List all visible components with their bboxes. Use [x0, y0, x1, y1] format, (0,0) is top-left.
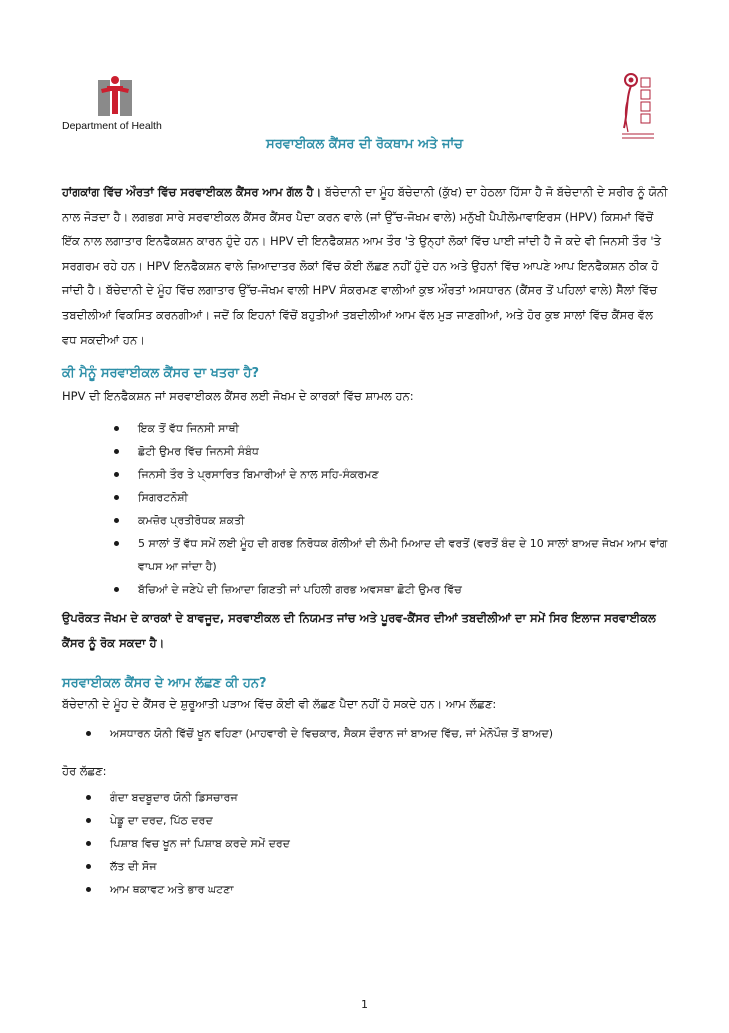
department-of-health-emblem-icon	[98, 74, 132, 116]
bullet-icon	[86, 795, 91, 800]
bullet-icon	[114, 518, 119, 523]
cervical-screening-emblem-icon	[618, 72, 658, 142]
list-item: ਪੇਡੂ ਦਾ ਦਰਦ, ਪਿੱਠ ਦਰਦ	[110, 809, 630, 832]
list-item: ਗੰਦਾ ਬਦਬੂਦਾਰ ਯੋਨੀ ਡਿਸਚਾਰਜ	[110, 786, 630, 809]
bullet-icon	[114, 495, 119, 500]
intro-lead: ਹਾਂਗਕਾਂਗ ਵਿੱਚ ਔਰਤਾਂ ਵਿੱਚ ਸਰਵਾਈਕਲ ਕੈਂਸਰ ਆਮ ਗੱਲ ਹੈ।	[62, 185, 322, 199]
bullet-icon	[114, 472, 119, 477]
list-item: ਆਮ ਥਕਾਵਟ ਅਤੇ ਭਾਰ ਘਟਣਾ	[110, 878, 630, 901]
bullet-icon	[114, 541, 119, 546]
bullet-icon	[86, 731, 91, 736]
risk-closing-paragraph: ਉਪਰੋਕਤ ਜੋਖਮ ਦੇ ਕਾਰਕਾਂ ਦੇ ਬਾਵਜੂਦ, ਸਰਵਾਈਕਲ ਦੀ ਨਿਯਮਤ ਜਾਂਚ ਅਤੇ ਪੂਰਵ-ਕੈਂਸਰ ਦੀਆਂ ਤਬਦੀਲੀਆਂ ਦਾ ਸਮੇਂ ਸਿਰ ਇਲਾਜ ਸਰਵਾਈਕਲ ਕੈਂਸਰ ਨੂੰ ਰੋਕ ਸਕਦਾ ਹੈ।	[62, 611, 656, 650]
bullet-icon	[114, 449, 119, 454]
other-symptom-list	[110, 786, 630, 901]
list-item: ਛੋਟੀ ਉਮਰ ਵਿੱਚ ਜਿਨਸੀ ਸੰਬੰਧ	[138, 440, 668, 463]
list-item: ਕਮਜ਼ੋਰ ਪ੍ਰਤੀਰੋਧਕ ਸ਼ਕਤੀ	[138, 509, 668, 532]
risk-intro: HPV ਦੀ ਇਨਫੈਕਸ਼ਨ ਜਾਂ ਸਰਵਾਈਕਲ ਕੈਂਸਰ ਲਈ ਜੋਖਮ ਦੇ ਕਾਰਕਾਂ ਵਿੱਚ ਸ਼ਾਮਲ ਹਨ:	[62, 389, 414, 403]
list-item: ਜਿਨਸੀ ਤੌਰ ਤੇ ਪ੍ਰਸਾਰਿਤ ਬਿਮਾਰੀਆਂ ਦੇ ਨਾਲ ਸਹਿ-ਸੰਕਰਮਣ	[138, 463, 668, 486]
cervical-screening-logo	[618, 72, 658, 142]
list-item: ਪਿਸ਼ਾਬ ਵਿਚ ਖੂਨ ਜਾਂ ਪਿਸ਼ਾਬ ਕਰਦੇ ਸਮੇਂ ਦਰਦ	[110, 832, 630, 855]
list-item: ਸਿਗਰਟਨੋਸ਼ੀ	[138, 486, 668, 509]
intro-body: ਬੱਚੇਦਾਨੀ ਦਾ ਮੂੰਹ ਬੱਚੇਦਾਨੀ (ਕੁੱਖ) ਦਾ ਹੇਠਲਾ ਹਿੱਸਾ ਹੈ ਜੋ ਬੱਚੇਦਾਨੀ ਦੇ ਸਰੀਰ ਨੂੰ ਯੋਨੀ ਨਾਲ ਜੋੜਦਾ ਹੈ। ਲਗਭਗ ਸਾਰੇ ਸਰਵਾਈਕਲ ਕੈਂਸਰ ਕੈਂਸਰ ਪੈਦਾ ਕਰਨ ਵਾਲੇ (ਜਾਂ ਉੱਚ-ਜੋਖਮ ਵਾਲੇ) ਮਨੁੱਖੀ ਪੈਪੀਲੋਮਾਵਾਇਰਸ (HPV) ਕਿਸਮਾਂ ਵਿੱਚੋਂ ਇੱਕ ਨਾਲ ਲਗਾਤਾਰ ਇਨਫੈਕਸ਼ਨ ਕਾਰਨ ਹੁੰਦੇ ਹਨ। HPV ਦੀ ਇਨਫੈਕਸ਼ਨ ਆਮ ਤੌਰ 'ਤੇ ਉਨ੍ਹਾਂ ਲੋਕਾਂ ਵਿੱਚ ਪਾਈ ਜਾਂਦੀ ਹੈ ਜੋ ਕਦੇ ਵੀ ਜਿਨਸੀ ਤੌਰ 'ਤੇ ਸਰਗਰਮ ਰਹੇ ਹਨ। HPV ਇਨਫੈਕਸ਼ਨ ਵਾਲੇ ਜ਼ਿਆਦਾਤਰ ਲੋਕਾਂ ਵਿੱਚ ਕੋਈ ਲੱਛਣ ਨਹੀਂ ਹੁੰਦੇ ਹਨ ਅਤੇ ਉਹਨਾਂ ਵਿੱਚ ਆਪਣੇ ਆਪ ਇਨਫੈਕਸ਼ਨ ਠੀਕ ਹੋ ਜਾਂਦੀ ਹੈ। ਬੱਚੇਦਾਨੀ ਦੇ ਮੂੰਹ ਵਿੱਚ ਲਗਾਤਾਰ ਉੱਚ-ਜੋਖਮ ਵਾਲੀ HPV ਸੰਕਰਮਣ ਵਾਲੀਆਂ ਕੁਝ ਔਰਤਾਂ ਅਸਧਾਰਨ (ਕੈਂਸਰ ਤੋਂ ਪਹਿਲਾਂ ਵਾਲੇ) ਸੈੱਲਾਂ ਵਿੱਚ ਤਬਦੀਲੀਆਂ ਵਿਕਸਿਤ ਕਰਨਗੀਆਂ। ਜਦੋਂ ਕਿ ਇਹਨਾਂ ਵਿੱਚੋਂ ਬਹੁਤੀਆਂ ਤਬਦੀਲੀਆਂ ਆਮ ਵੱਲ ਮੁੜ ਜਾਣਗੀਆਂ, ਅਤੇ ਹੋਰ ਕੁਝ ਸਾਲਾਂ ਵਿੱਚ ਕੈਂਸਰ ਵੱਲ ਵਧ ਸਕਦੀਆਂ ਹਨ।	[62, 185, 668, 347]
list-item: ਇਕ ਤੋਂ ਵੱਧ ਜਿਨਸੀ ਸਾਥੀ	[138, 417, 668, 440]
bullet-icon	[86, 841, 91, 846]
bullet-icon	[86, 864, 91, 869]
intro-paragraph	[62, 180, 668, 352]
other-symptoms-label: ਹੋਰ ਲੱਛਣ:	[62, 764, 107, 778]
page-title: ਸਰਵਾਈਕਲ ਕੈਂਸਰ ਦੀ ਰੋਕਥਾਮ ਅਤੇ ਜਾਂਚ	[266, 137, 463, 152]
page-number: 1	[361, 998, 368, 1011]
list-item: ਅਸਧਾਰਨ ਯੋਨੀ ਵਿੱਚੋਂ ਖੂਨ ਵਹਿਣਾ (ਮਾਹਵਾਰੀ ਦੇ ਵਿਚਕਾਰ, ਸੈਕਸ ਦੌਰਾਨ ਜਾਂ ਬਾਅਦ ਵਿੱਚ, ਜਾਂ ਮੇਨੋਪੌਜ਼ ਤੋਂ ਬਾਅਦ)	[110, 722, 670, 745]
department-label: Department of Health	[62, 120, 162, 132]
symptoms-intro: ਬੱਚੇਦਾਨੀ ਦੇ ਮੂੰਹ ਦੇ ਕੈਂਸਰ ਦੇ ਸ਼ੁਰੂਆਤੀ ਪੜਾਅ ਵਿੱਚ ਕੋਈ ਵੀ ਲੱਛਣ ਪੈਦਾ ਨਹੀਂ ਹੋ ਸਕਦੇ ਹਨ। ਆਮ ਲੱਛਣ:	[62, 697, 497, 711]
bullet-icon	[86, 818, 91, 823]
list-item: 5 ਸਾਲਾਂ ਤੋਂ ਵੱਧ ਸਮੇਂ ਲਈ ਮੂੰਹ ਦੀ ਗਰਭ ਨਿਰੋਧਕ ਗੋਲੀਆਂ ਦੀ ਲੰਮੀ ਮਿਆਦ ਦੀ ਵਰਤੋਂ (ਵਰਤੋਂ ਬੰਦ ਦੇ 10 ਸਾਲਾਂ ਬਾਅਦ ਜੋਖਮ ਆਮ ਵਾਂਗ ਵਾਪਸ ਆ ਜਾਂਦਾ ਹੈ)	[138, 532, 668, 578]
bullet-icon	[114, 426, 119, 431]
risk-factor-list	[138, 417, 668, 601]
list-item: ਲੱਤ ਦੀ ਸੋਜ	[110, 855, 630, 878]
bullet-icon	[114, 587, 119, 592]
bullet-icon	[86, 887, 91, 892]
risk-heading: ਕੀ ਮੈਨੂੰ ਸਰਵਾਈਕਲ ਕੈਂਸਰ ਦਾ ਖਤਰਾ ਹੈ?	[62, 366, 260, 381]
common-symptom-list	[110, 722, 670, 745]
department-of-health-logo	[62, 74, 172, 134]
list-item: ਬੱਚਿਆਂ ਦੇ ਜਣੇਪੇ ਦੀ ਜ਼ਿਆਦਾ ਗਿਣਤੀ ਜਾਂ ਪਹਿਲੀ ਗਰਭ ਅਵਸਥਾ ਛੋਟੀ ਉਮਰ ਵਿੱਚ	[138, 578, 668, 601]
symptoms-heading: ਸਰਵਾਈਕਲ ਕੈਂਸਰ ਦੇ ਆਮ ਲੱਛਣ ਕੀ ਹਨ?	[62, 676, 267, 691]
